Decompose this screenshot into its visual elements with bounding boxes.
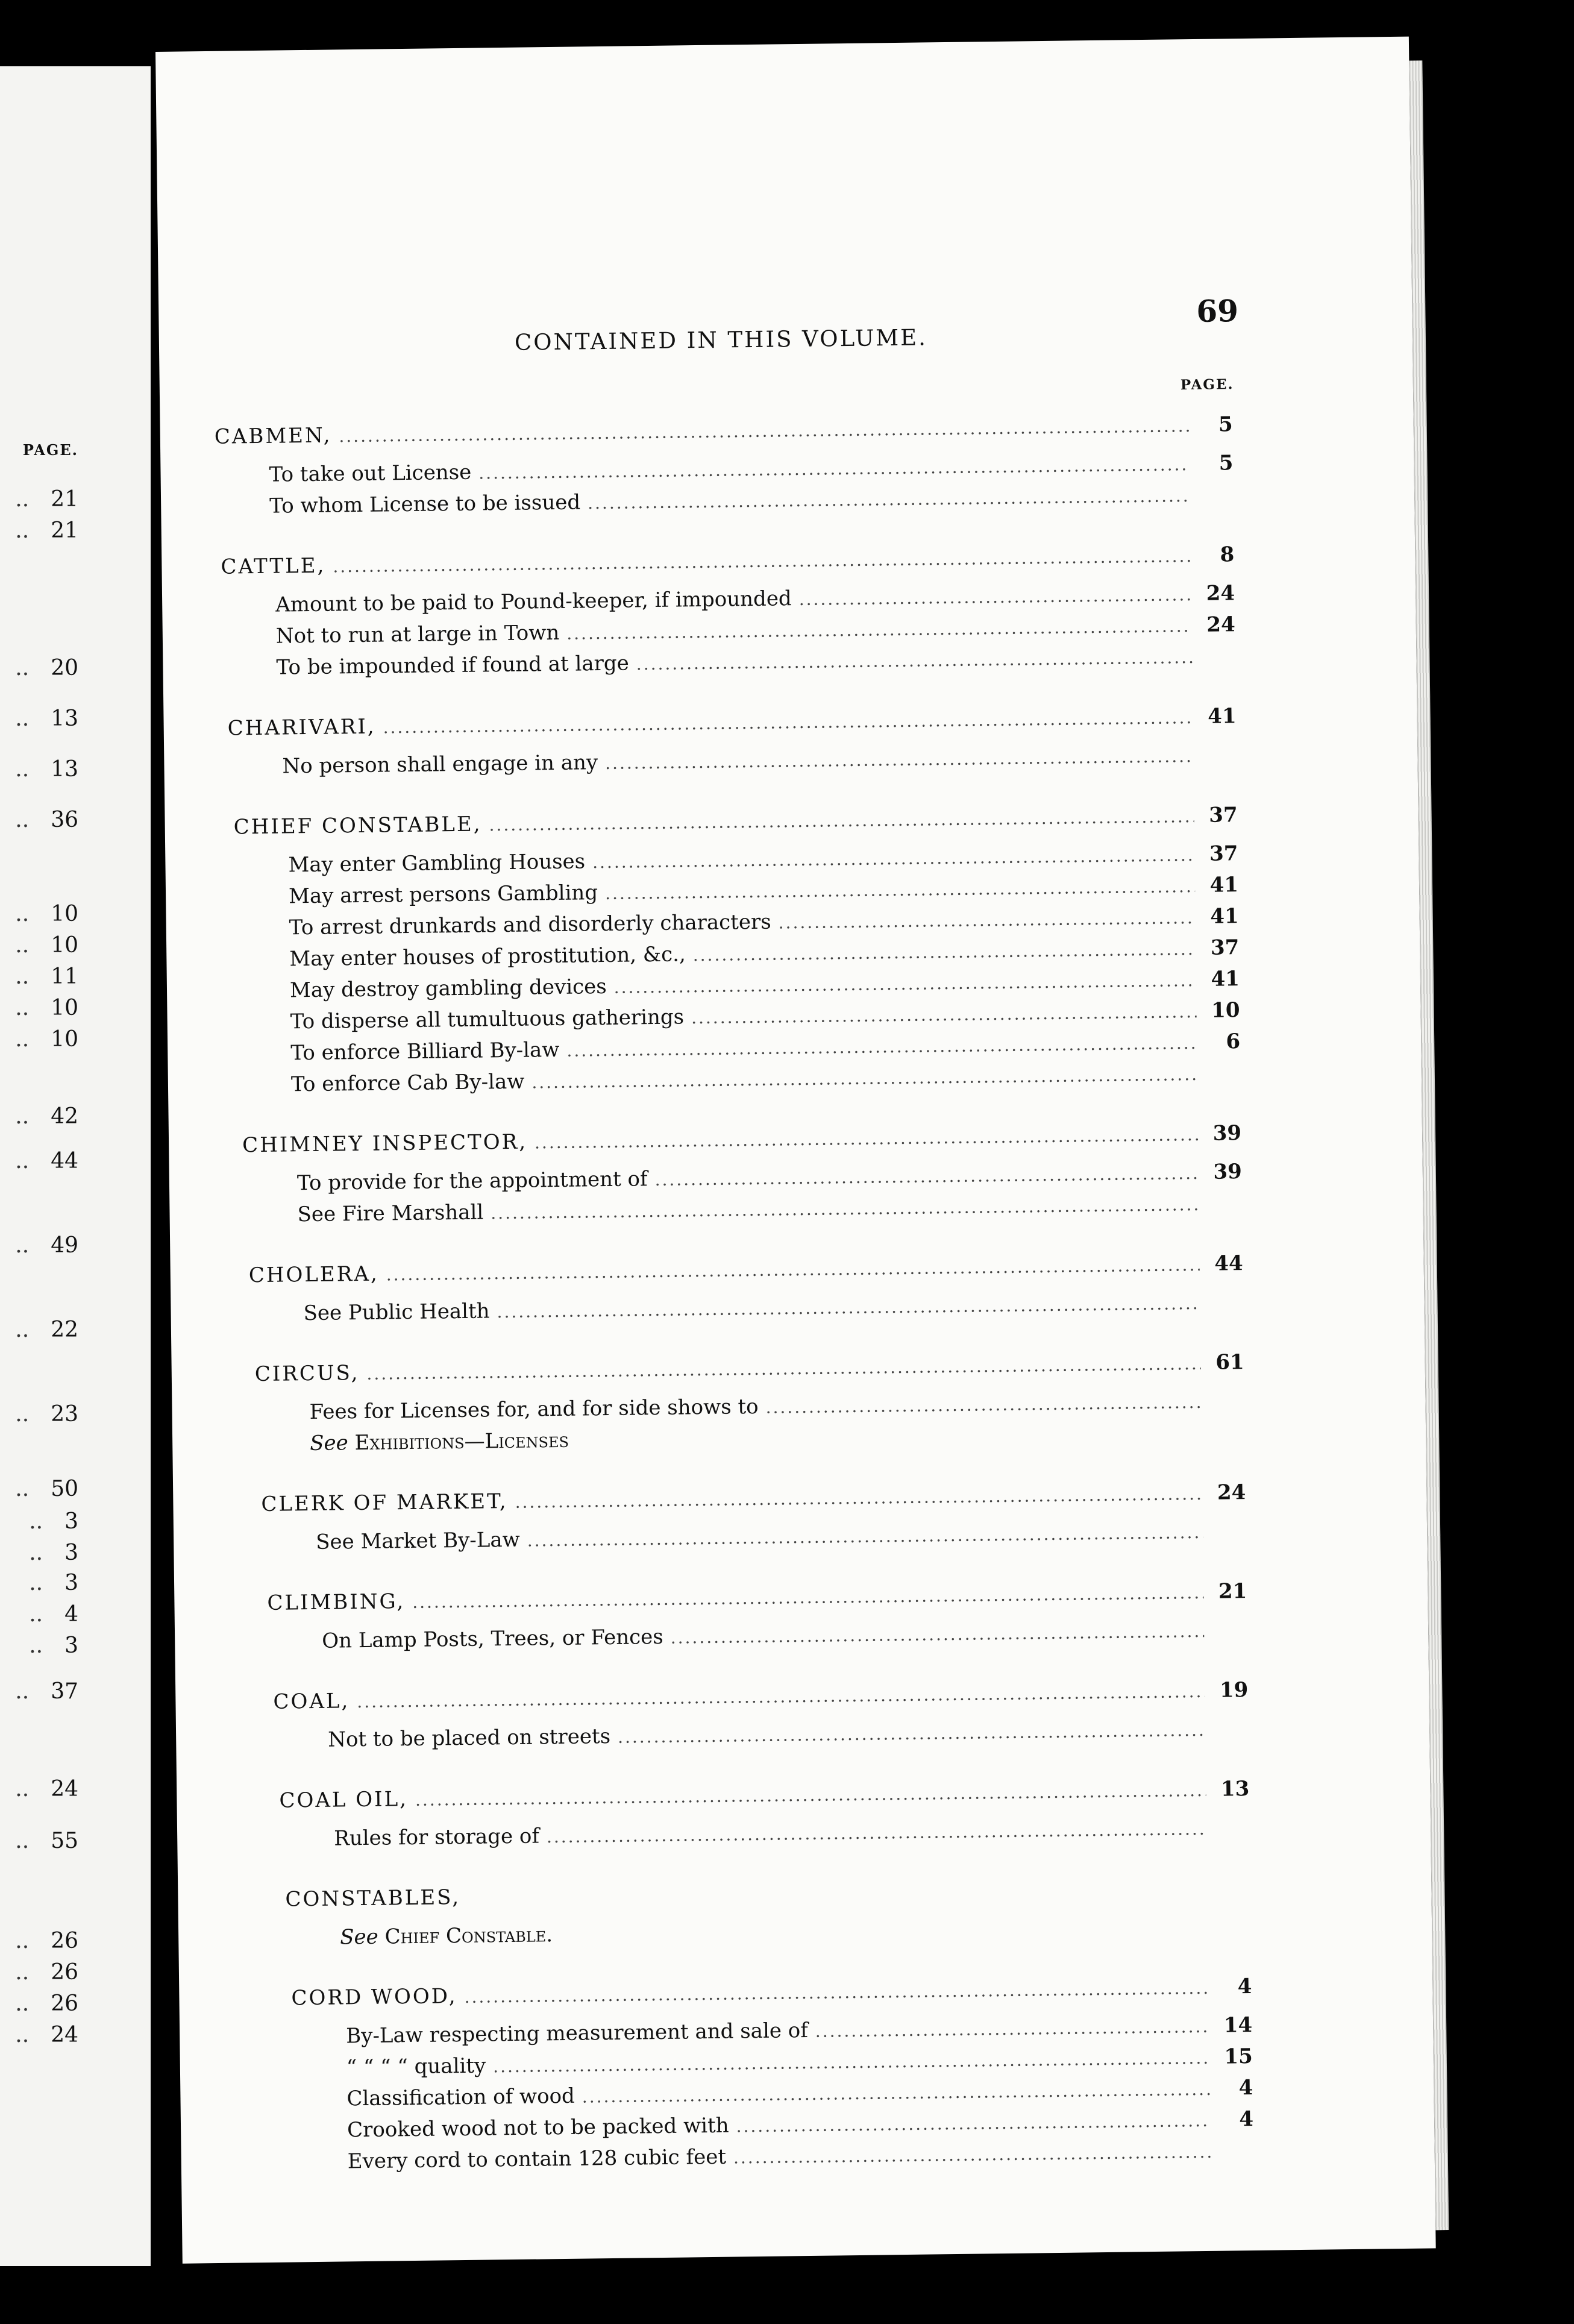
left-page-number: .. 3 [29, 1571, 78, 1595]
index-entry [221, 542, 1236, 688]
subentry-page-ref: 4 [1238, 2076, 1253, 2100]
index-entry [267, 1579, 1247, 1661]
see-reference-label: See [309, 1431, 349, 1456]
heading-page-ref: 44 [1214, 1251, 1243, 1276]
index-heading: CATTLE, [221, 553, 326, 579]
subentry-text [256, 1428, 569, 1456]
subentry-text: To whom License to be issued [269, 490, 581, 518]
left-page-number: .. 13 [15, 706, 78, 731]
subentry-text: To disperse all tumultuous gatherings [290, 1005, 685, 1034]
heading-page-ref: 19 [1219, 1678, 1249, 1703]
subentry-page-ref [1211, 1636, 1247, 1637]
index-heading: CHOLERA, [248, 1261, 379, 1288]
index-entry [255, 1350, 1246, 1463]
heading-page-ref: 37 [1209, 803, 1238, 828]
subentry-page-ref [1218, 2157, 1254, 2158]
dot-leader [654, 1163, 1199, 1190]
dot-leader [383, 708, 1193, 737]
subentry-text: Rules for storage of [333, 1824, 540, 1851]
subentry-text: To enforce Billiard By-law [290, 1037, 560, 1066]
subentry-text: May enter Gambling Houses [288, 849, 586, 878]
subentry-text: See Public Health [303, 1299, 490, 1326]
page-number: 69 [1196, 293, 1239, 329]
dot-leader [765, 1392, 1201, 1418]
index-entry [249, 1251, 1244, 1333]
heading-page-ref: 8 [1220, 542, 1235, 567]
page-column-header: PAGE. [1180, 376, 1234, 394]
subentry-text: To arrest drunkards and disorderly characters [289, 909, 771, 940]
left-page-number: .. 20 [15, 656, 78, 680]
left-page-number: .. 3 [29, 1509, 78, 1534]
index-heading: CLERK OF MARKET, [261, 1489, 508, 1517]
index-heading: CIRCUS, [254, 1361, 360, 1387]
index-heading: CHIMNEY INSPECTOR, [242, 1129, 528, 1158]
subentry-text: To enforce Cab By-law [290, 1069, 525, 1097]
subentry-text: No person shall engage in any [282, 750, 598, 779]
left-page-number: .. 24 [15, 2023, 78, 2047]
subentry-text: By-Law respecting measurement and sale of [346, 2018, 809, 2049]
index-heading: CORD WOOD, [291, 1984, 457, 2011]
index-heading: CLIMBING, [267, 1589, 406, 1615]
dot-leader [736, 2111, 1210, 2137]
index-entry [233, 803, 1241, 1104]
dot-leader [733, 2142, 1211, 2168]
subentry-page-ref: 41 [1211, 967, 1240, 991]
dot-leader [493, 2048, 1209, 2077]
dot-leader [588, 486, 1190, 513]
dot-leader [778, 908, 1195, 932]
subentry-page-ref [1208, 1308, 1244, 1309]
left-page-number: .. 36 [15, 808, 78, 832]
left-page-number: .. 10 [15, 933, 78, 958]
left-page-number: .. 37 [15, 1679, 78, 1704]
dot-leader [478, 454, 1190, 483]
dot-leader [582, 2079, 1210, 2107]
dot-leader [691, 1002, 1197, 1028]
index-entry [285, 1876, 1251, 1958]
see-reference-target: Chief Constable. [384, 1923, 553, 1949]
subentry-text: “ “ “ “ quality [346, 2053, 486, 2080]
left-page-number: .. 50 [15, 1477, 78, 1501]
dot-leader [491, 1195, 1199, 1223]
left-page-number: .. 26 [15, 1991, 78, 2016]
heading-page-ref: 13 [1220, 1777, 1250, 1801]
dot-leader [535, 1125, 1198, 1152]
subentry-text: To provide for the appointment of [296, 1167, 648, 1196]
left-page-number: .. 42 [15, 1104, 78, 1129]
index-heading: COAL, [273, 1689, 350, 1714]
left-page-number: .. 10 [15, 902, 78, 926]
dot-leader [605, 876, 1195, 903]
subentry-page-ref: 10 [1211, 998, 1240, 1023]
dot-leader [531, 1064, 1197, 1092]
subentry-text: See Market By-Law [315, 1527, 520, 1554]
dot-leader [333, 546, 1191, 576]
subentry-text: See Fire Marshall [297, 1200, 484, 1227]
index-entry [279, 1777, 1250, 1859]
left-page-number: .. 10 [15, 996, 78, 1020]
left-facing-page [0, 66, 151, 2266]
subentry-text: Crooked wood not to be packed with [346, 2113, 729, 2143]
index-heading: CONSTABLES, [285, 1885, 461, 1912]
subentry-text: Not to run at large in Town [275, 620, 560, 649]
heading-page-ref: 61 [1215, 1350, 1244, 1375]
index-entry [291, 1974, 1254, 2181]
subentry-text: May destroy gambling devices [289, 974, 607, 1003]
left-page-number: .. 3 [29, 1633, 78, 1658]
subentry-page-ref: 41 [1210, 904, 1239, 929]
left-page-number: .. 22 [15, 1317, 78, 1342]
dot-leader [357, 1682, 1205, 1712]
left-page-number: .. 13 [15, 757, 78, 782]
left-page-number: .. 4 [29, 1602, 78, 1627]
heading-page-ref: 39 [1212, 1121, 1242, 1146]
heading-page-ref: 41 [1208, 704, 1237, 729]
dot-leader [592, 845, 1195, 872]
index-heading: CHARIVARI, [227, 714, 376, 741]
dot-leader [464, 1978, 1208, 2007]
index-page [155, 37, 1436, 2264]
left-page-number: .. 3 [29, 1540, 78, 1565]
subentry-text [286, 1923, 553, 1950]
subentry-page-ref: 39 [1213, 1160, 1243, 1184]
dot-leader [618, 1720, 1205, 1747]
left-page-number: .. 44 [15, 1149, 78, 1173]
subentry-page-ref: 6 [1226, 1029, 1241, 1054]
index-heading: CHIEF CONSTABLE, [233, 812, 482, 840]
left-page-number: .. 26 [15, 1929, 78, 1953]
subentry-text: May enter houses of prostitution, &c., [289, 942, 686, 972]
subentry-text: Amount to be paid to Pound-keeper, if impounded [275, 586, 792, 617]
left-page-number: .. 10 [15, 1027, 78, 1052]
subentry-page-ref: 24 [1206, 581, 1235, 606]
index-entry [242, 1121, 1243, 1234]
see-reference-target: Exhibitions—Licenses [354, 1428, 569, 1456]
index-entry [261, 1480, 1246, 1562]
subentry-page-ref [1205, 1079, 1241, 1080]
left-page-number: .. 24 [15, 1777, 78, 1801]
subentry-text: To take out License [269, 460, 472, 487]
left-page-column-header: PAGE. [22, 441, 78, 459]
subentry-page-ref [1201, 761, 1237, 762]
dot-leader [636, 647, 1193, 674]
index-list [215, 412, 1255, 2211]
left-page-number: .. 26 [15, 1960, 78, 1985]
index-heading: COAL OIL, [279, 1787, 409, 1813]
subentry-page-ref: 37 [1209, 841, 1238, 866]
dot-leader [412, 1583, 1204, 1612]
dot-leader [605, 746, 1194, 773]
index-entry [273, 1678, 1249, 1760]
dot-leader [366, 1354, 1201, 1384]
index-entry [215, 412, 1234, 526]
subentry-page-ref: 15 [1224, 2044, 1253, 2069]
heading-page-ref: 21 [1218, 1579, 1247, 1604]
subentry-page-ref: 24 [1206, 612, 1235, 637]
dot-leader [497, 1293, 1200, 1322]
subentry-page-ref: 37 [1210, 935, 1240, 960]
dot-leader [415, 1780, 1206, 1810]
left-page-number: .. 21 [15, 487, 78, 512]
dot-leader [693, 939, 1196, 965]
subentry-text: Not to be placed on streets [327, 1724, 611, 1752]
left-page-number: .. 11 [15, 964, 78, 989]
dot-leader [547, 1819, 1207, 1847]
dot-leader [339, 416, 1190, 446]
subentry-page-ref: 5 [1218, 451, 1234, 476]
dot-leader [815, 2017, 1209, 2041]
dot-leader [799, 585, 1192, 609]
index-heading: CABMEN, [214, 423, 332, 449]
subentry-text: Every cord to contain 128 cubic feet [347, 2144, 727, 2174]
left-page-number: .. 49 [15, 1233, 78, 1258]
subentry-text: Fees for Licenses for, and for side shows to [309, 1394, 759, 1425]
dot-leader [566, 616, 1192, 644]
running-title: CONTAINED IN THIS VOLUME. [514, 324, 928, 356]
dot-leader [527, 1522, 1203, 1551]
dot-leader [386, 1255, 1200, 1284]
heading-page-ref: 5 [1218, 412, 1233, 437]
dot-leader [489, 806, 1194, 835]
subentry-text: May arrest persons Gambling [288, 881, 598, 909]
subentry-page-ref [1214, 1834, 1250, 1835]
left-page-number: .. 23 [15, 1402, 78, 1427]
subentry-page-ref: 4 [1239, 2106, 1254, 2132]
subentry-text: Classification of wood [346, 2084, 575, 2111]
subentry-page-ref: 14 [1223, 2013, 1253, 2038]
dot-leader [613, 970, 1196, 997]
see-reference-label: See [339, 1924, 379, 1950]
subentry-page-ref [1210, 1537, 1246, 1538]
heading-page-ref: 24 [1217, 1480, 1246, 1505]
subentry-text: To be impounded if found at large [276, 651, 630, 680]
subentry-page-ref [1212, 1735, 1249, 1736]
left-page-number: .. 21 [15, 518, 78, 543]
dot-leader [671, 1621, 1205, 1648]
subentry-page-ref: 41 [1209, 873, 1239, 897]
heading-page-ref: 4 [1237, 1974, 1252, 1999]
subentry-page-ref [1209, 1407, 1245, 1408]
index-entry [227, 704, 1237, 786]
left-page-number: .. 55 [15, 1829, 78, 1853]
subentry-page-ref [1200, 662, 1236, 663]
dot-leader [515, 1484, 1202, 1512]
dot-leader [566, 1033, 1197, 1061]
subentry-text: On Lamp Posts, Trees, or Fences [321, 1624, 663, 1653]
